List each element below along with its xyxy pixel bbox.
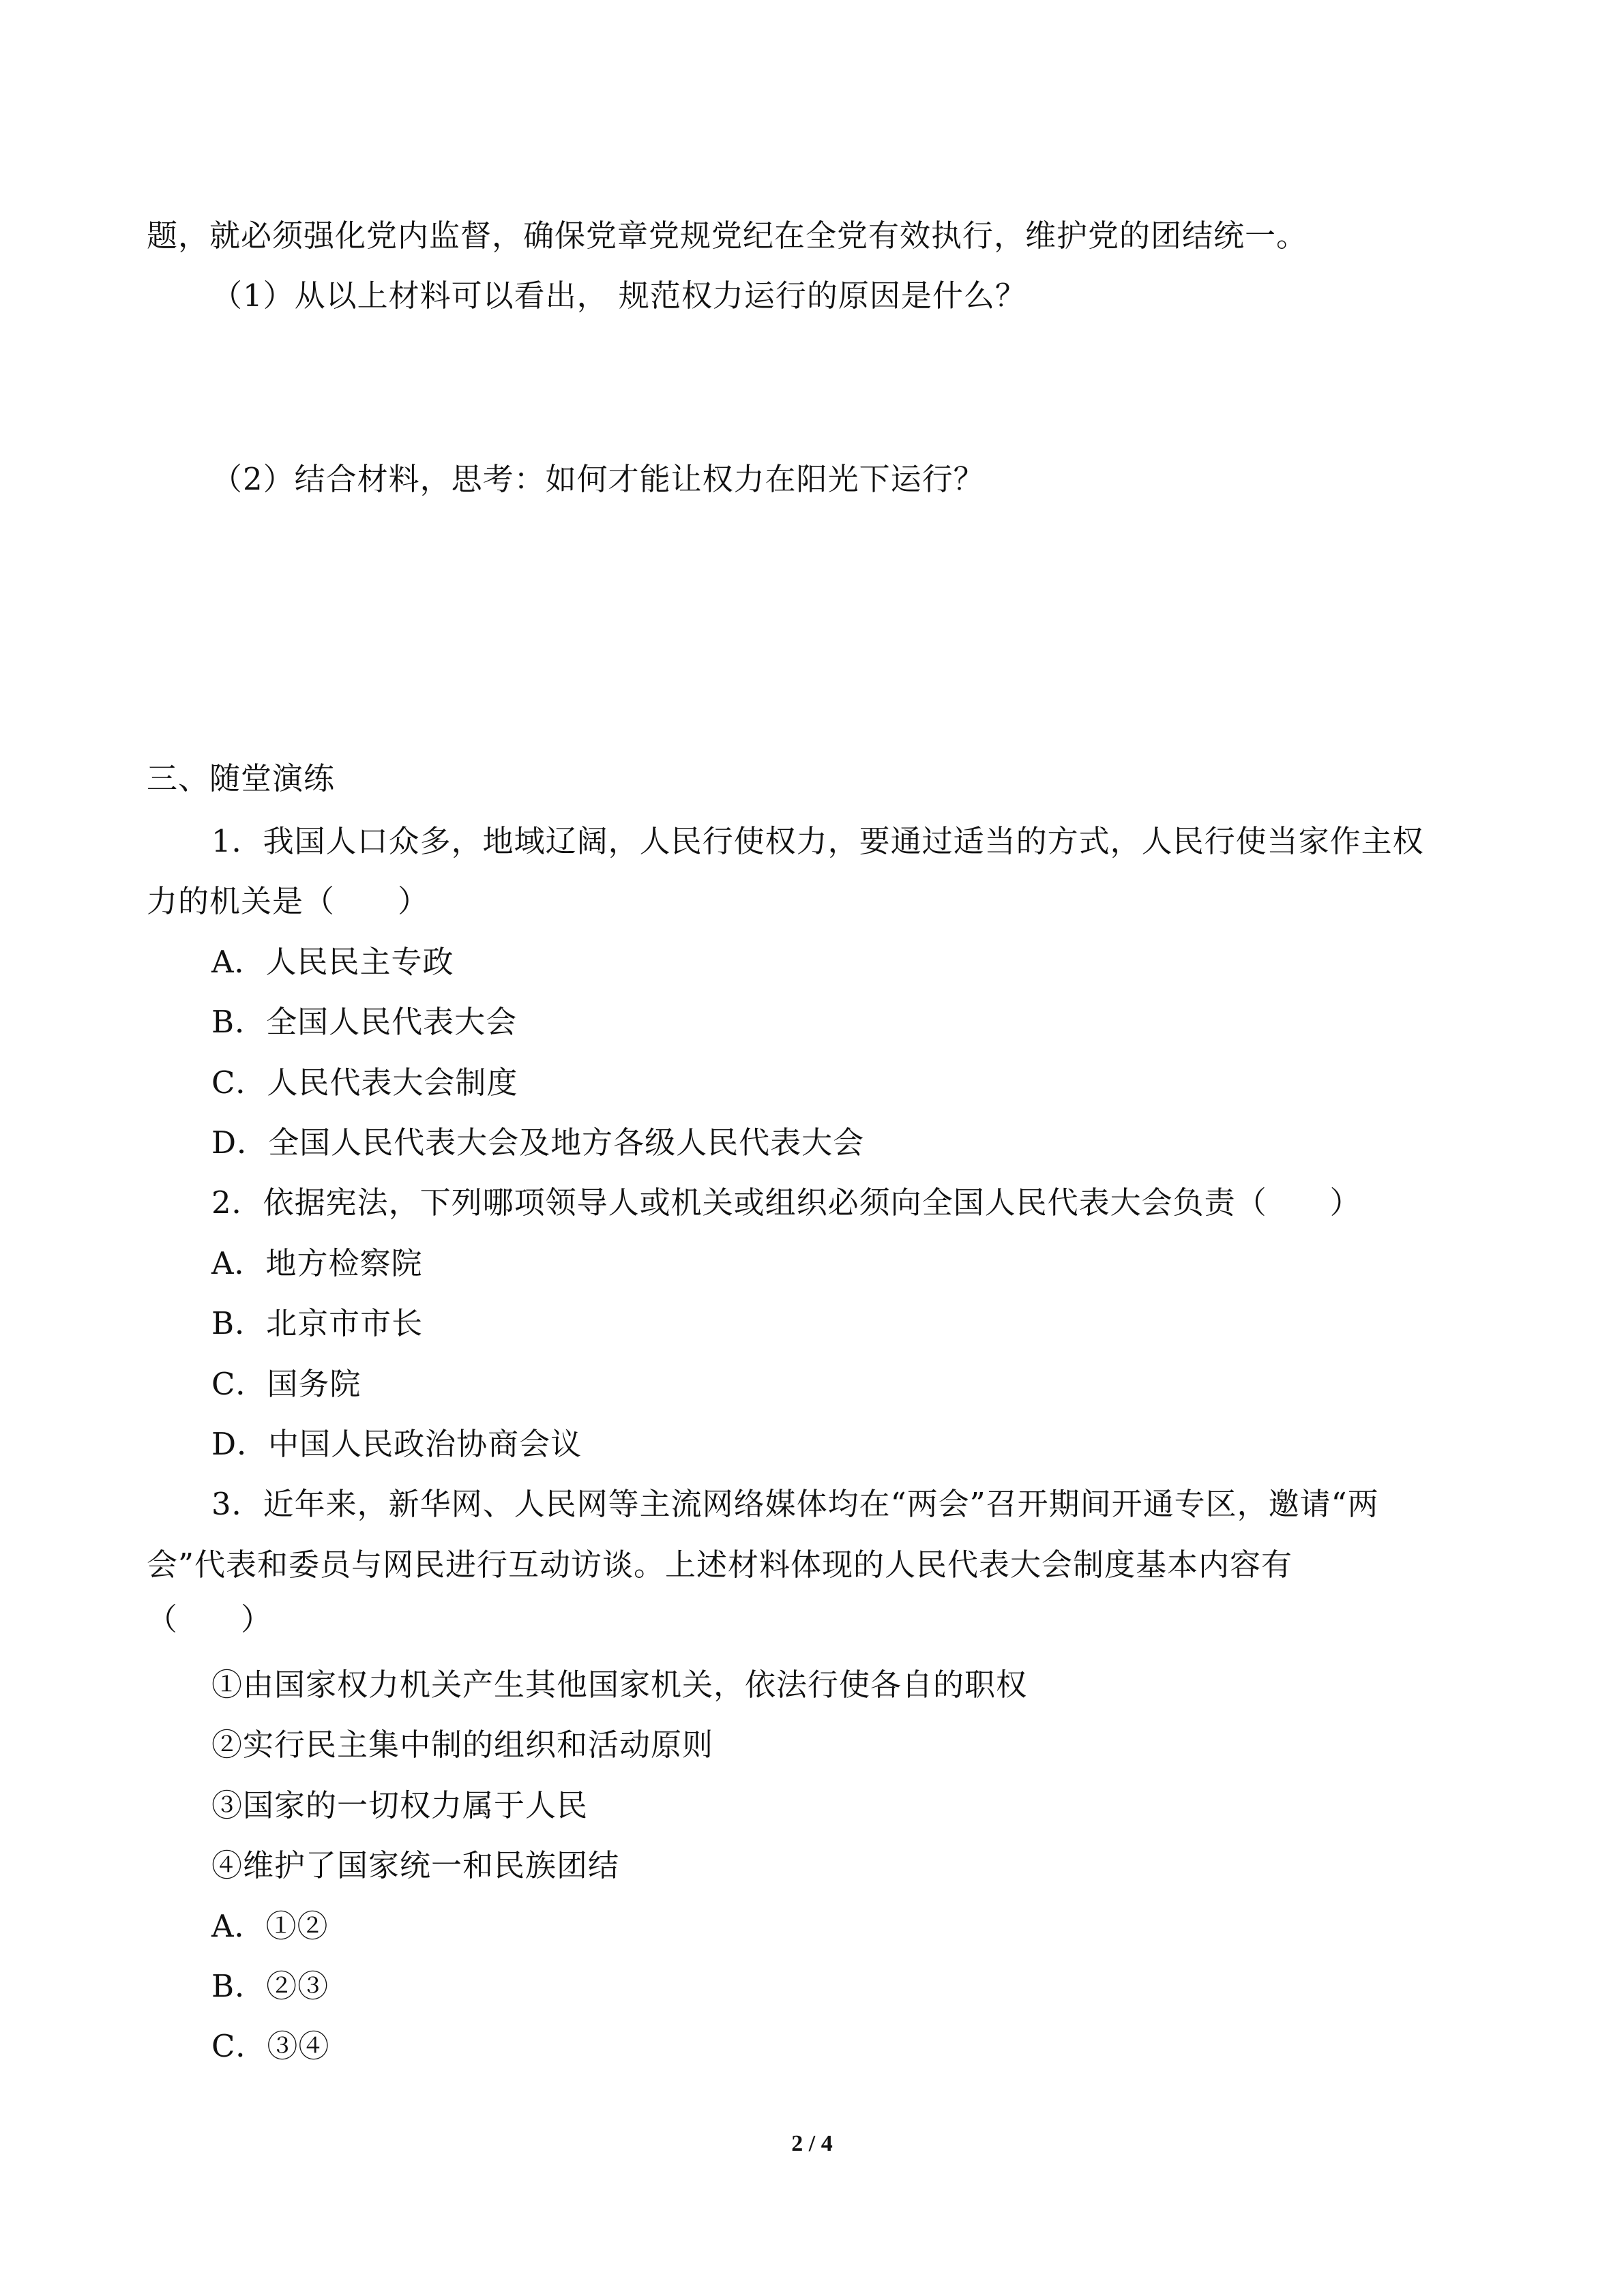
question-3-statement-4: ④维护了国家统一和民族团结 (211, 1847, 620, 1883)
material-question-1: （1）从以上材料可以看出， 规范权力运行的原因是什么？ (211, 278, 1027, 314)
question-2-line-1: 2．依据宪法，下列哪项领导人或机关或组织必须向全国人民代表大会负责（ ） (211, 1184, 1361, 1221)
question-2-option-d: D．中国人民政治协商会议 (211, 1426, 582, 1462)
page-number: 2 / 4 (791, 2131, 833, 2156)
question-3-statement-2: ②实行民主集中制的组织和活动原则 (211, 1727, 714, 1763)
question-3-option-b: B．②③ (211, 1968, 329, 2004)
question-1-option-a: A．人民民主专政 (211, 944, 454, 980)
question-1-option-c: C．人民代表大会制度 (211, 1064, 518, 1101)
question-3-line-2: 会”代表和委员与网民进行互动访谈。上述材料体现的人民代表大会制度基本内容有 (147, 1547, 1293, 1583)
question-3-line-3: （ ） (147, 1601, 273, 1637)
question-2-option-a: A．地方检察院 (211, 1245, 423, 1281)
question-3-statement-3: ③国家的一切权力属于人民 (211, 1787, 589, 1823)
material-continuation: 题，就必须强化党内监督，确保党章党规党纪在全党有效执行，维护党的团结统一。 (147, 218, 1308, 254)
material-question-2: （2）结合材料，思考：如何才能让权力在阳光下运行？ (211, 461, 985, 497)
question-3-option-c: C．③④ (211, 2028, 330, 2064)
question-1-line-2: 力的机关是（ ） (147, 883, 430, 919)
question-2-option-b: B．北京市市长 (211, 1305, 424, 1341)
question-3-statement-1: ①由国家权力机关产生其他国家机关，依法行使各自的职权 (211, 1667, 1028, 1703)
question-3-option-a: A．①② (211, 1908, 329, 1944)
question-1-option-b: B．全国人民代表大会 (211, 1004, 518, 1040)
question-2-option-c: C．国务院 (211, 1366, 361, 1402)
question-1-line-1: 1．我国人口众多，地域辽阔，人民行使权力，要通过适当的方式，人民行使当家作主权 (211, 823, 1424, 859)
section-heading: 三、随堂演练 (147, 760, 336, 796)
question-1-option-d: D．全国人民代表大会及地方各级人民代表大会 (211, 1124, 865, 1161)
question-3-line-1: 3．近年来，新华网、人民网等主流网络媒体均在“两会”召开期间开通专区，邀请“两 (211, 1486, 1379, 1522)
